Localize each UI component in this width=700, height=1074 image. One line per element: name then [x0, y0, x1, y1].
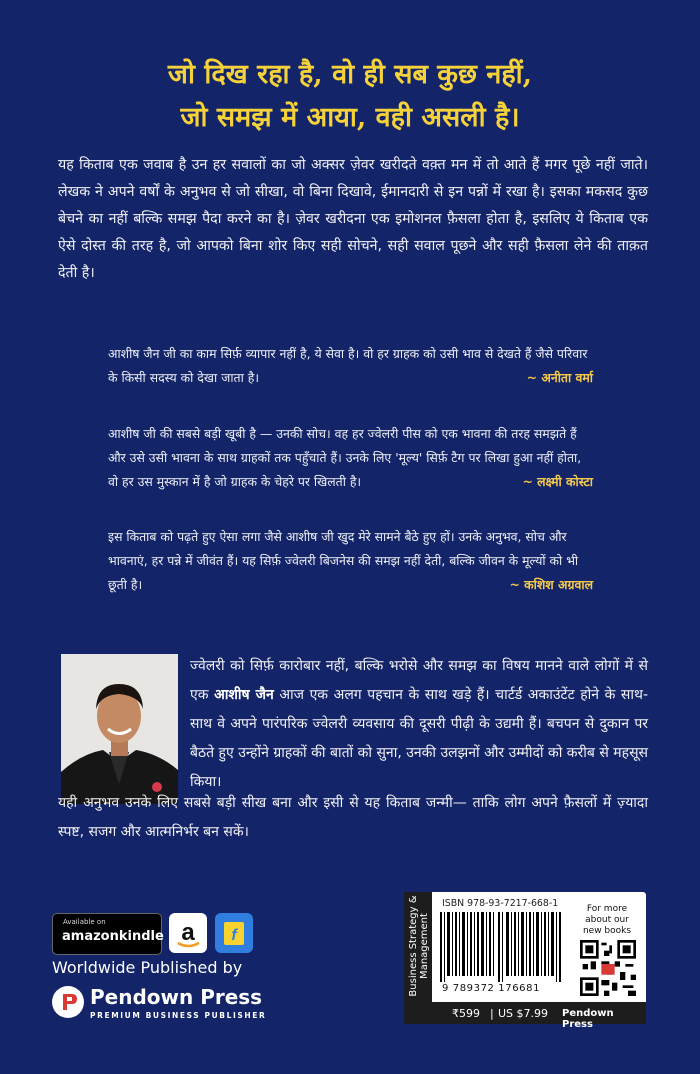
bio-text-continued: आज एक अलग पहचान के साथ खड़े हैं। चार्टर्ड अकाउंटेंट होने के साथ-साथ वे अपने पारंपरिक ज्वेलरी व्यवसाय की दूसरी पीढ़ी के उद्यमी हैं। बचपन से दुकान पर बैठते हुए उन्होंने ग्राहकों की बातों को सुना, उनकी उलझनों और उम्मीदों को करीब से महसूस किया।	[190, 687, 648, 790]
testimonial-1	[108, 342, 593, 390]
publisher-tagline: PREMIUM BUSINESS PUBLISHER	[90, 1011, 267, 1020]
testimonial-author: ~ अनीता वर्मा	[526, 370, 593, 385]
svg-text:f: f	[231, 927, 237, 944]
testimonial-text: इस किताब को पढ़ते हुए ऐसा लगा जैसे आशीष जी खुद मेरे सामने बैठे हुए हों। उनके अनुभव, सोच और भावनाएं, हर पन्ने में जीवंत हैं। यह सिर्फ़ ज्वेलरी बिजनेस की समझ नहीं देती, बल्कि जीवन के मूल्यों को भी छूती है।	[108, 529, 579, 592]
testimonial-author: ~ कशिश अग्रवाल	[509, 577, 593, 592]
amazon-kindle-badge[interactable]	[52, 913, 162, 955]
publisher-name: Pendown Press	[90, 985, 263, 1009]
price-separator: |	[490, 1007, 494, 1020]
author-photo	[61, 654, 178, 804]
qr-code-icon[interactable]	[580, 940, 636, 996]
price-inr: ₹599	[452, 1007, 480, 1020]
svg-text:a: a	[181, 919, 195, 946]
qr-caption: For more about our new books	[582, 904, 632, 936]
testimonial-text: आशीष जी की सबसे बड़ी खूबी है — उनकी सोच। वह हर ज्वेलरी पीस को एक भावना की तरह समझते हैं और उसे उसी भावना के साथ ग्राहकों तक पहुँचाते हैं। उनके लिए 'मूल्य' सिर्फ़ टैग पर लिखा हुआ नहीं होता, वो हर उस मुस्कान में है जो ग्राहक के चेहरे पर खिलती है।	[108, 426, 582, 489]
category-label: Business Strategy & Management	[408, 895, 430, 997]
amazon-a-icon[interactable]	[169, 913, 207, 953]
author-bio-continued: यही अनुभव उनके लिए सबसे बड़ी सीख बना और इसी से यह किताब जन्मी— ताकि लोग अपने फ़ैसलों में ज़्यादा स्पष्ट, सजग और आत्मनिर्भर बन सकें।	[58, 795, 648, 840]
author-name: आशीष जैन	[214, 687, 274, 703]
barcode-number: 9 789372 176681	[442, 983, 541, 994]
worldwide-published-label: Worldwide Published by	[52, 958, 243, 977]
testimonial-author: ~ लक्ष्मी कोस्टा	[522, 474, 593, 489]
testimonial-text: आशीष जैन जी का काम सिर्फ़ व्यापार नहीं है, ये सेवा है। वो हर ग्राहक को उसी भाव से देखते हैं जैसे परिवार के किसी सदस्य को देखा जाता है।	[108, 346, 588, 385]
isbn-barcode	[440, 912, 564, 982]
headline-line-1: जो दिख रहा है, वो ही सब कुछ नहीं,	[167, 59, 533, 90]
testimonial-3	[108, 525, 593, 597]
flipkart-icon[interactable]	[215, 913, 253, 953]
price-bar	[404, 1002, 646, 1030]
headline-line-2: जो समझ में आया, वही असली है।	[180, 102, 520, 133]
barcode-panel	[404, 892, 646, 1030]
category-spine	[404, 892, 432, 1002]
author-bio	[190, 652, 648, 802]
isbn-text: ISBN 978-93-7217-668-1	[442, 898, 559, 909]
pendown-logo-icon	[52, 986, 84, 1018]
bio-text-start: ज्वेलरी को सिर्फ़ कारोबार नहीं, बल्कि भरोसे और समझ का विषय मानने वाले लोगों में से एक	[190, 658, 648, 703]
price-bar-imprint: Pendown Press	[562, 1008, 614, 1030]
price-usd: US $7.99	[498, 1007, 549, 1020]
kindle-badge-caption: Available on	[63, 918, 106, 926]
intro-paragraph: यह किताब एक जवाब है उन हर सवालों का जो अक्सर ज़ेवर खरीदते वक़्त मन में तो आते हैं मगर पूछे नहीं जाते। लेखक ने अपने वर्षों के अनुभव से जो सीखा, वो बिना दिखावे, ईमानदारी से इन पन्नों में रखा है। इसका मकसद कुछ बेचने का नहीं बल्कि समझ पैदा करने का है। ज़ेवर खरीदना एक इमोशनल फ़ैसला होता है, इसलिए ये किताब एक ऐसे दोस्त की तरह है, जो आपको बिना शोर किए सही सोचने, सही सवाल पूछने और सही फ़ैसला लेने की ताक़त देती है।	[58, 157, 648, 281]
testimonial-2	[108, 422, 593, 494]
kindle-badge-wordmark: amazonkindle	[62, 929, 164, 944]
